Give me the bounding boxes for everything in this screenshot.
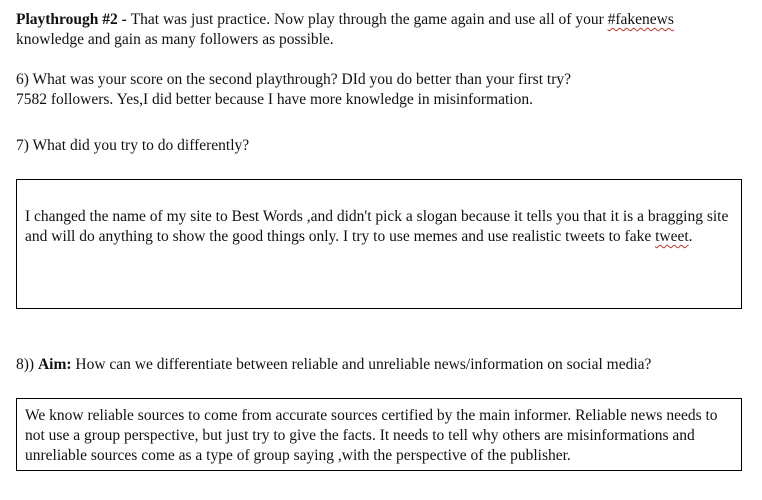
answer-8-text[interactable]: We know reliable sources to come from accurate sources certified by the main informer. Reliable news needs to not use a group perspective, but just try to give the facts. It needs to tell why others are misinformations and unreliable sources come as a type of group saying ,with the perspective of the publisher. (25, 407, 718, 464)
answer-7-text[interactable] (17, 207, 741, 247)
question-7 (16, 136, 748, 156)
question-6-answer: 7582 followers. Yes,I did better because I have more knowledge in misinformation. (16, 91, 533, 108)
playthrough-heading: Playthrough #2 - (16, 11, 131, 28)
playthrough-instructions (16, 10, 748, 50)
answer-7-flagged-word: tweet (655, 228, 689, 245)
aim-label: Aim: (37, 356, 72, 373)
question-8 (16, 355, 748, 375)
question-6-text: 6) What was your score on the second playthrough? DId you do better than your first try? (16, 71, 571, 88)
question-8-prefix: 8)) (16, 356, 38, 373)
answer-7-end: . (688, 228, 693, 245)
fakenews-hashtag: #fakenews (607, 11, 674, 28)
playthrough-text: That was just practice. Now play through the game again and use all of your (130, 11, 608, 28)
answer-box-7[interactable] (16, 179, 742, 309)
playthrough-text-cont: knowledge and gain as many followers as possible. (16, 31, 334, 48)
answer-7-body: I changed the name of my site to Best Words ,and didn't pick a slogan because it tells you that it is a bragging site and will do anything to show the good things only. I try to use memes and use realistic tweets to fake (25, 208, 729, 245)
question-7-text: 7) What did you try to do differently? (16, 137, 250, 154)
question-8-text: How can we differentiate between reliable and unreliable news/information on social media? (71, 356, 652, 373)
answer-box-8[interactable] (16, 398, 742, 471)
question-6 (16, 70, 748, 110)
